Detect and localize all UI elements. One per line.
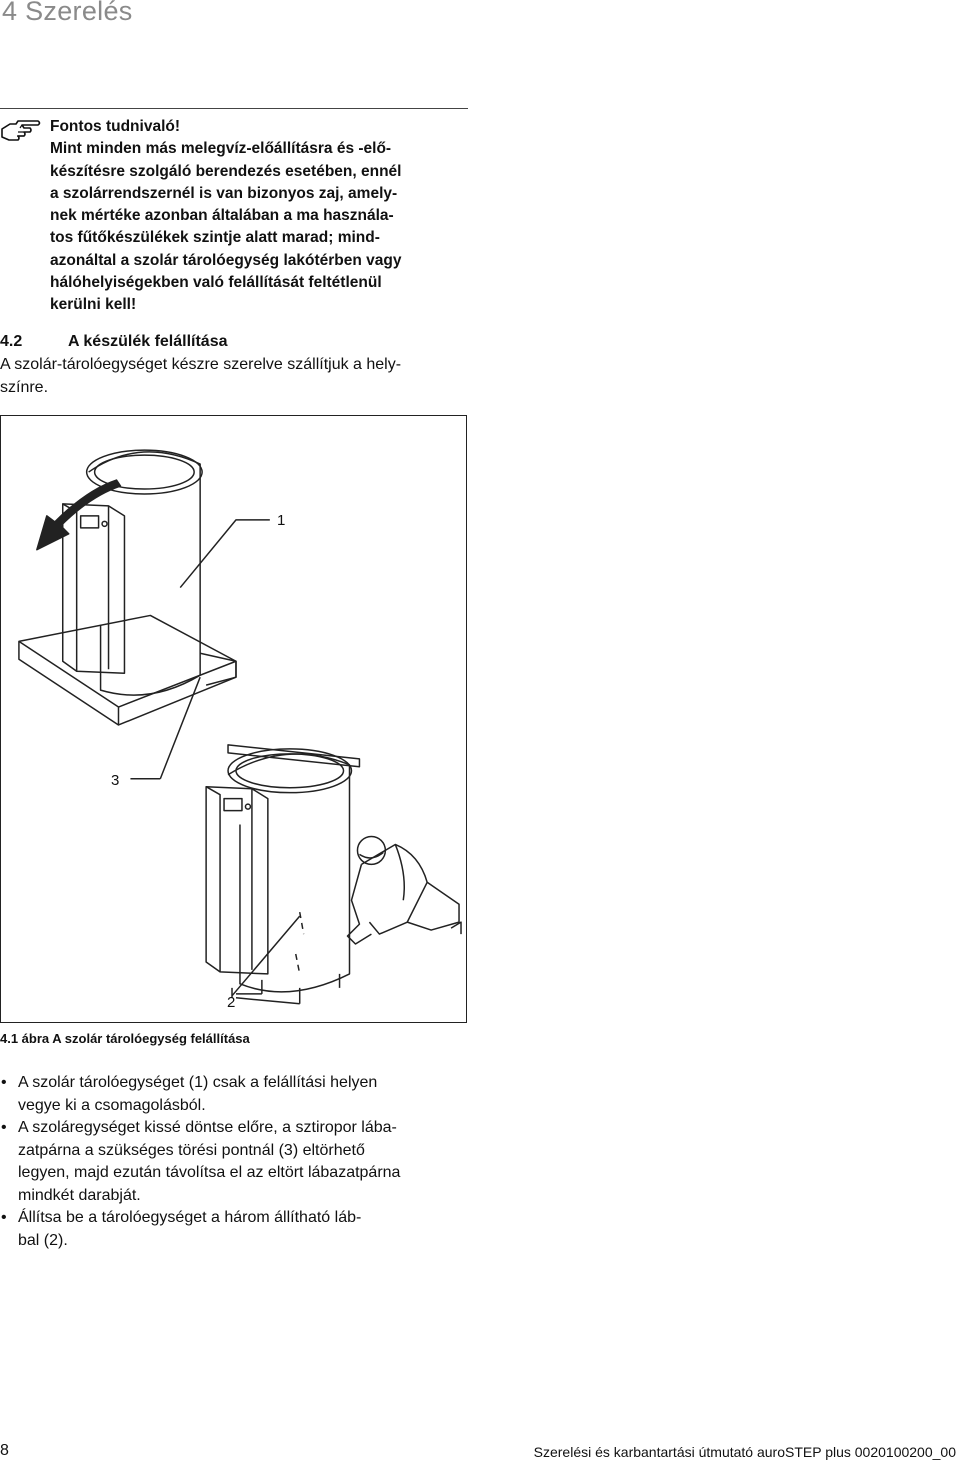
instruction-list [0, 1072, 480, 1252]
important-note [50, 116, 475, 317]
section-title: A készülék felállítása [68, 333, 228, 350]
list-item-line: Állítsa be a tárolóegységet a három állítható láb- [18, 1209, 362, 1226]
installation-illustration [1, 416, 466, 1022]
section-text [0, 354, 470, 399]
list-item-line: zatpárna a szükséges törési pontnál (3) eltörhető [18, 1141, 365, 1159]
note-line: kerülni kell! [50, 296, 137, 314]
page-number: 8 [0, 1442, 9, 1459]
figure-caption: 4.1 ábra A szolár tárolóegység felállítása [0, 1031, 250, 1046]
note-line: készítésre szolgáló berendezés esetében, ennél [50, 162, 402, 180]
list-item-line: legyen, majd ezután távolítsa el az eltört lábazatpárna [18, 1164, 401, 1181]
list-item [0, 1207, 480, 1252]
pointing-hand-icon [0, 115, 42, 145]
list-item-line: A szolár tárolóegységet (1) csak a felállítási helyen [18, 1074, 378, 1091]
note-line: azonáltal a szolár tárolóegység lakótérben vagy [50, 251, 402, 269]
list-item [0, 1072, 480, 1117]
note-line: hálóhelyiségekben való felállítását feltétlenül [50, 274, 382, 292]
list-item-line: A szoláregységet kissé döntse előre, a sztiropor lába- [18, 1119, 397, 1136]
section-heading [0, 333, 228, 351]
document-title: Szerelési és karbantartási útmutató auroSTEP plus 0020100200_00 [533, 1444, 956, 1460]
callout-3: 3 [111, 772, 120, 789]
bullet-marker: • [1, 1209, 7, 1226]
note-line: nek mértéke azonban általában a ma használa- [50, 207, 394, 225]
bullet-marker: • [1, 1074, 7, 1091]
section-line: színre. [0, 378, 49, 396]
header-divider [0, 108, 468, 109]
note-line: a szolárrendszernél is van bizonyos zaj, amely- [50, 184, 398, 202]
list-item-line: vegye ki a csomagolásból. [18, 1096, 206, 1114]
bullet-marker: • [1, 1119, 7, 1136]
control-panel-1 [63, 504, 125, 673]
note-title: Fontos tudnivaló! [50, 118, 181, 135]
storage-tank-2 [228, 754, 349, 992]
callout-2: 2 [227, 994, 236, 1011]
list-item-line: bal (2). [18, 1231, 68, 1249]
styrofoam-base [19, 615, 236, 725]
page-title: 4 Szerelés [2, 0, 133, 26]
list-item [0, 1117, 480, 1207]
section-number: 4.2 [0, 333, 23, 350]
note-line: Mint minden más melegvíz-előállításra és -elő- [50, 140, 392, 158]
callout-1: 1 [277, 512, 286, 529]
section-line: A szolár-tárolóegységet készre szerelve szállítjuk a hely- [0, 356, 402, 373]
control-panel-2 [206, 787, 268, 974]
figure-frame [0, 415, 467, 1023]
note-line: tos fűtőkészülékek szintje alatt marad; mind- [50, 229, 380, 247]
technician-figure [348, 836, 462, 944]
list-item-line: mindkét darabját. [18, 1186, 141, 1204]
